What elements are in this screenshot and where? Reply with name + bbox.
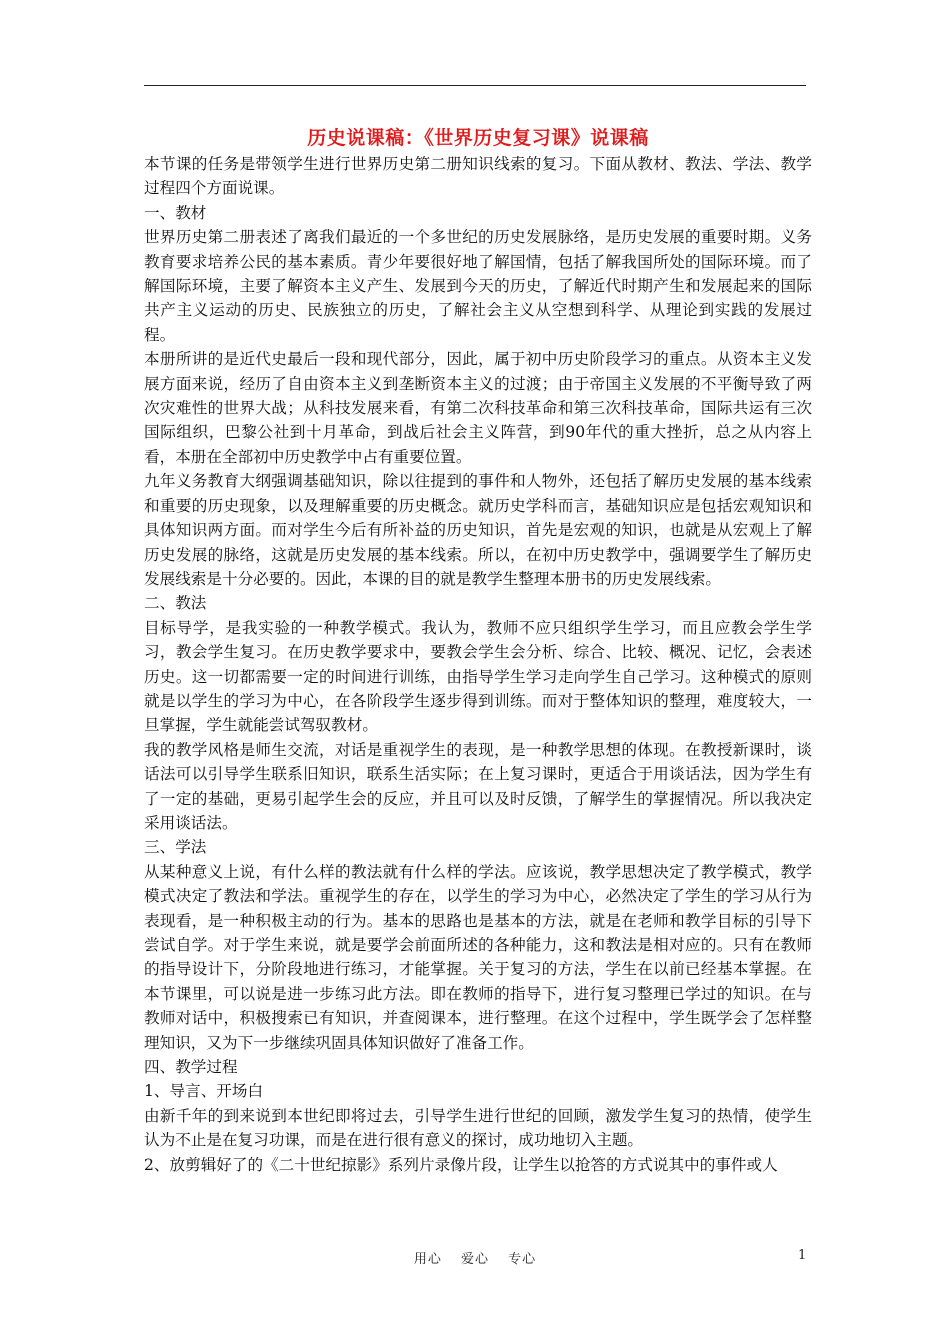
page-number: 1 xyxy=(798,1248,807,1263)
paragraph-textbook-3: 九年义务教育大纲强调基础知识，除以往提到的事件和人物外，还包括了解历史发展的基本线索和重要的历史现象，以及理解重要的历史概念。就历史学科而言，基础知识应是包括宏观知识和具体知识两方面。而对学生今后有所补益的历史知识，首先是宏观的知识，也就是从宏观上了解历史发展的脉络，这就是历史发展的基本线索。所以，在初中历史教学中，强调要学生了解历史发展线索是十分必要的。因此，本课的目的就是教学生整理本册书的历史发展线索。 xyxy=(144,472,812,588)
subheading-introduction: 1、导言、开场白 xyxy=(144,1082,264,1101)
footer-motto: 用心 爱心 专心 xyxy=(413,1252,537,1267)
section-heading-textbook: 一、教材 xyxy=(144,203,207,222)
paragraph-textbook-2: 本册所讲的是近代史最后一段和现代部分，因此，属于初中历史阶段学习的重点。从资本主义发展方面来说，经历了自由资本主义到垄断资本主义的过渡；由于帝国主义发展的不平衡导致了两次灾难性的世界大战；从科技发展来看，有第二次科技革命和第三次科技革命，国际共运有三次国际组织，巴黎公社到十月革命，到战后社会主义阵营，到90年代的重大挫折，总之从内容上看，本册在全部初中历史教学中占有重要位置。 xyxy=(144,350,812,466)
paragraph-learning-method: 从某种意义上说，有什么样的教法就有什么样的学法。应该说，教学思想决定了教学模式，教学模式决定了教法和学法。重视学生的存在，以学生的学习为中心，必然决定了学生的学习从行为表现看，是一种积极主动的行为。基本的思路也是基本的方法，就是在老师和教学目标的引导下尝试自学。对于学生来说，就是要学会前面所述的各种能力，这和教法是相对应的。只有在教师的指导设计下，分阶段地进行练习，才能掌握。关于复习的方法，学生在以前已经基本掌握。在本节课里，可以说是进一步练习此方法。即在教师的指导下，进行复习整理已学过的知识。在与教师对话中，积极搜索已有知识，并查阅课本，进行整理。在这个过程中，学生既学会了怎样整理知识，又为下一步继续巩固具体知识做好了准备工作。 xyxy=(144,862,812,1052)
paragraph-teaching-method-1: 目标导学，是我实验的一种教学模式。我认为，教师不应只组织学生学习，而且应教会学生学习，教会学生复习。在历史教学要求中，要教会学生会分析、综合、比较、概况、记忆，会表述历史。这一切都需要一定的时间进行训练，由指导学生学习走向学生自己学习。这种模式的原则就是以学生的学习为中心，在各阶段学生逐步得到训练。而对于整体知识的整理，难度较大，一旦掌握，学生就能尝试驾驭教材。 xyxy=(144,618,812,735)
section-heading-teaching-process: 四、教学过程 xyxy=(144,1058,238,1077)
document-title: 历史说课稿：《世界历史复习课》说课稿 xyxy=(307,127,649,149)
paragraph-video-clip: 2、放剪辑好了的《二十世纪掠影》系列片录像片段，让学生以抢答的方式说其中的事件或人 xyxy=(144,1155,778,1174)
paragraph-teaching-method-2: 我的教学风格是师生交流，对话是重视学生的表现，是一种教学思想的体现。在教授新课时，谈话法可以引导学生联系旧知识，联系生活实际；在上复习课时，更适合于用谈话法，因为学生有了一定的基础，更易引起学生会的反应，并且可以及时反馈，了解学生的掌握情况。所以我决定采用谈话法。 xyxy=(144,740,812,832)
paragraph-textbook-1: 世界历史第二册表述了离我们最近的一个多世纪的历史发展脉络，是历史发展的重要时期。义务教育要求培养公民的基本素质。青少年要很好地了解国情，包括了解我国所处的国际环境。而了解国际环境，主要了解资本主义产生、发展到今天的历史，了解近代时期产生和发展起来的国际共产主义运动的历史、民族独立的历史，了解社会主义从空想到科学、从理论到实践的发展过程。 xyxy=(144,228,812,344)
paragraph-intro: 本节课的任务是带领学生进行世界历史第二册知识线索的复习。下面从教材、教法、学法、教学过程四个方面说课。 xyxy=(144,155,812,198)
section-heading-teaching-method: 二、教法 xyxy=(144,594,207,613)
header-rule xyxy=(144,85,806,86)
document-body xyxy=(144,124,812,1177)
section-heading-learning-method: 三、学法 xyxy=(144,838,207,857)
paragraph-introduction: 由新千年的到来说到本世纪即将过去，引导学生进行世纪的回顾，激发学生复习的热情，使学生认为不止是在复习功课，而是在进行很有意义的探讨，成功地切入主题。 xyxy=(144,1106,812,1150)
